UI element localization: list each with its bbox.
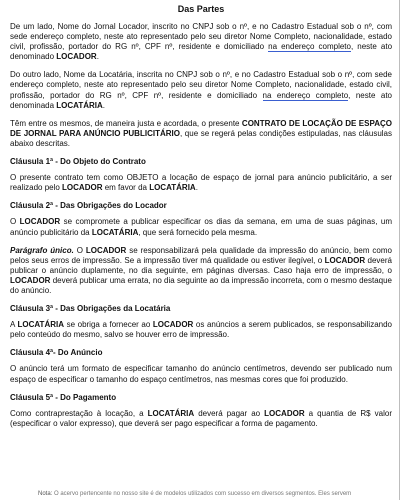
party-locador-text: De um lado, Nome do Jornal Locador, inscrito no CNPJ sob o nº, e no Cadastro Estadual sob o nº, com sede endereço completo, neste ato representado pelo seu diretor Nome Completo, nacionalidade, estado civil, profissão, portador do RG nº, CPF nº, residente e domiciliado — [10, 22, 392, 52]
role-locador: LOCADOR — [264, 408, 305, 418]
role-locador: LOCADOR — [19, 217, 61, 227]
page-title: Das Partes — [177, 4, 225, 14]
party-locataria-end: . — [102, 100, 106, 110]
clause-3-text: A — [10, 320, 18, 330]
role-locador: LOCADOR — [324, 255, 366, 265]
role-locataria: LOCATÁRIA — [149, 183, 196, 193]
role-locataria: LOCATÁRIA — [56, 100, 103, 110]
clause-5-heading: Cláusula 5ª - Do Pagamento — [10, 392, 117, 402]
intro-paragraph — [10, 119, 392, 149]
party-locador-end: . — [96, 52, 99, 62]
role-locataria: LOCATÁRIA — [91, 227, 139, 237]
sole-paragraph-text-2: se responsabilizará pela qualidade da impressão do anúncio, bem como pelos seus erros de impressão. Se a impressão tiver má qualidade ou estiver ilegível, o — [10, 245, 392, 265]
clause-4-heading: Cláusula 4ª- Do Anúncio — [10, 348, 103, 358]
clause-1-paragraph — [10, 173, 392, 193]
footer-note — [38, 490, 394, 498]
clause-2-end: , que será fornecido pela mesma. — [138, 227, 258, 237]
address-link[interactable]: na endereço completo — [268, 42, 351, 52]
clause-3-paragraph — [10, 320, 392, 340]
clause-5-text-2: deverá pagar ao — [194, 408, 265, 418]
sole-paragraph-text-3: deverá publicar o anúncio duplamente, no dia seguinte, em páginas diversas. Caso haja erro de impressão, o — [10, 255, 392, 275]
clause-1-text-2: em favor da — [102, 183, 150, 193]
clause-2-paragraph — [10, 217, 392, 237]
clause-1-heading: Cláusula 1ª - Do Objeto do Contrato — [10, 157, 146, 167]
clause-2-text-2: se compromete a publicar especificar os dias da semana, em uma de suas páginas, um anúncio publicitário da — [10, 217, 392, 237]
party-locador-paragraph — [10, 22, 392, 62]
note-label: Nota: — [38, 491, 53, 497]
clause-1-end: . — [195, 183, 198, 193]
role-locador: LOCADOR — [85, 245, 127, 255]
intro-text: Têm entre os mesmos, de maneira justa e acordada, o presente — [10, 118, 242, 128]
role-locataria: LOCATÁRIA — [17, 320, 64, 330]
party-locador-text-2: , neste ato denominado — [10, 42, 393, 62]
clause-5-text-3: a quantia de R$ valor (especificar o valor expresso), que deverá ser pago especificar a forma de pagamento. — [10, 408, 393, 428]
intro-text-2: , que se regerá pelas condições estipuladas, nas cláusulas abaixo descritas. — [10, 128, 392, 148]
role-locador: LOCADOR — [10, 275, 51, 285]
clause-3-text-2: se obriga a fornecer ao — [64, 320, 153, 330]
party-locataria-text: Do outro lado, Nome da Locatária, inscrita no CNPJ sob o nº, e no Cadastro Estadual sob o nº, com sede endereço completo, neste ato representado pelo seu diretor Nome Completo, nacionalidade, estado civil, profissão, portador do RG nº, CPF nº, residente e domiciliado — [10, 70, 392, 100]
sole-paragraph-text: O — [73, 245, 86, 255]
party-locataria-text-2: , neste ato denominada — [10, 90, 393, 110]
clause-5-text: Como contraprestação à locação, a — [10, 408, 148, 418]
clause-4-paragraph: O anúncio terá um formato de especificar tamanho do anúncio centímetros, devendo ser publicado num espaço de especificar o tamanho do espaço centímetros, nas mesmas cores que foi produzido. — [10, 364, 392, 384]
paragraph-label: Parágrafo único. — [10, 245, 74, 255]
clause-1-text: O presente contrato tem como OBJETO a locação de espaço de jornal para anúncio publicitário, a ser realizado pelo — [10, 173, 392, 193]
address-link[interactable]: na endereço completo — [262, 90, 349, 100]
role-locador: LOCADOR — [56, 52, 97, 62]
clause-5-paragraph — [10, 409, 392, 429]
sole-paragraph-text-4: deverá publicar uma errata, no dia seguinte ao da impressão incorreta, com o mesmo destaque do anúncio. — [10, 275, 392, 295]
contract-name: CONTRATO DE LOCAÇÃO DE ESPAÇO DE JORNAL PARA ANÚNCIO PUBLICITÁRIO — [10, 118, 392, 138]
clause-3-heading: Cláusula 3ª - Das Obrigações da Locatária — [10, 304, 171, 314]
clause-2-text: O — [10, 217, 20, 227]
role-locador: LOCADOR — [62, 183, 103, 193]
clause-2-sole-paragraph — [10, 246, 392, 296]
role-locataria: LOCATÁRIA — [147, 408, 195, 418]
role-locador: LOCADOR — [152, 320, 194, 330]
note-text: O acervo pertencente no nosso site é de modelos utilizados com sucesso em diversos segmentos. Eles servem — [52, 491, 352, 497]
clause-2-heading: Cláusula 2ª - Das Obrigações do Locador — [10, 201, 167, 211]
clause-3-text-3: os anúncios a serem publicados, se responsabilizando pelo conteúdo do mesmo, salvo se houver erro de impressão. — [10, 320, 392, 340]
party-locataria-paragraph — [10, 70, 392, 110]
